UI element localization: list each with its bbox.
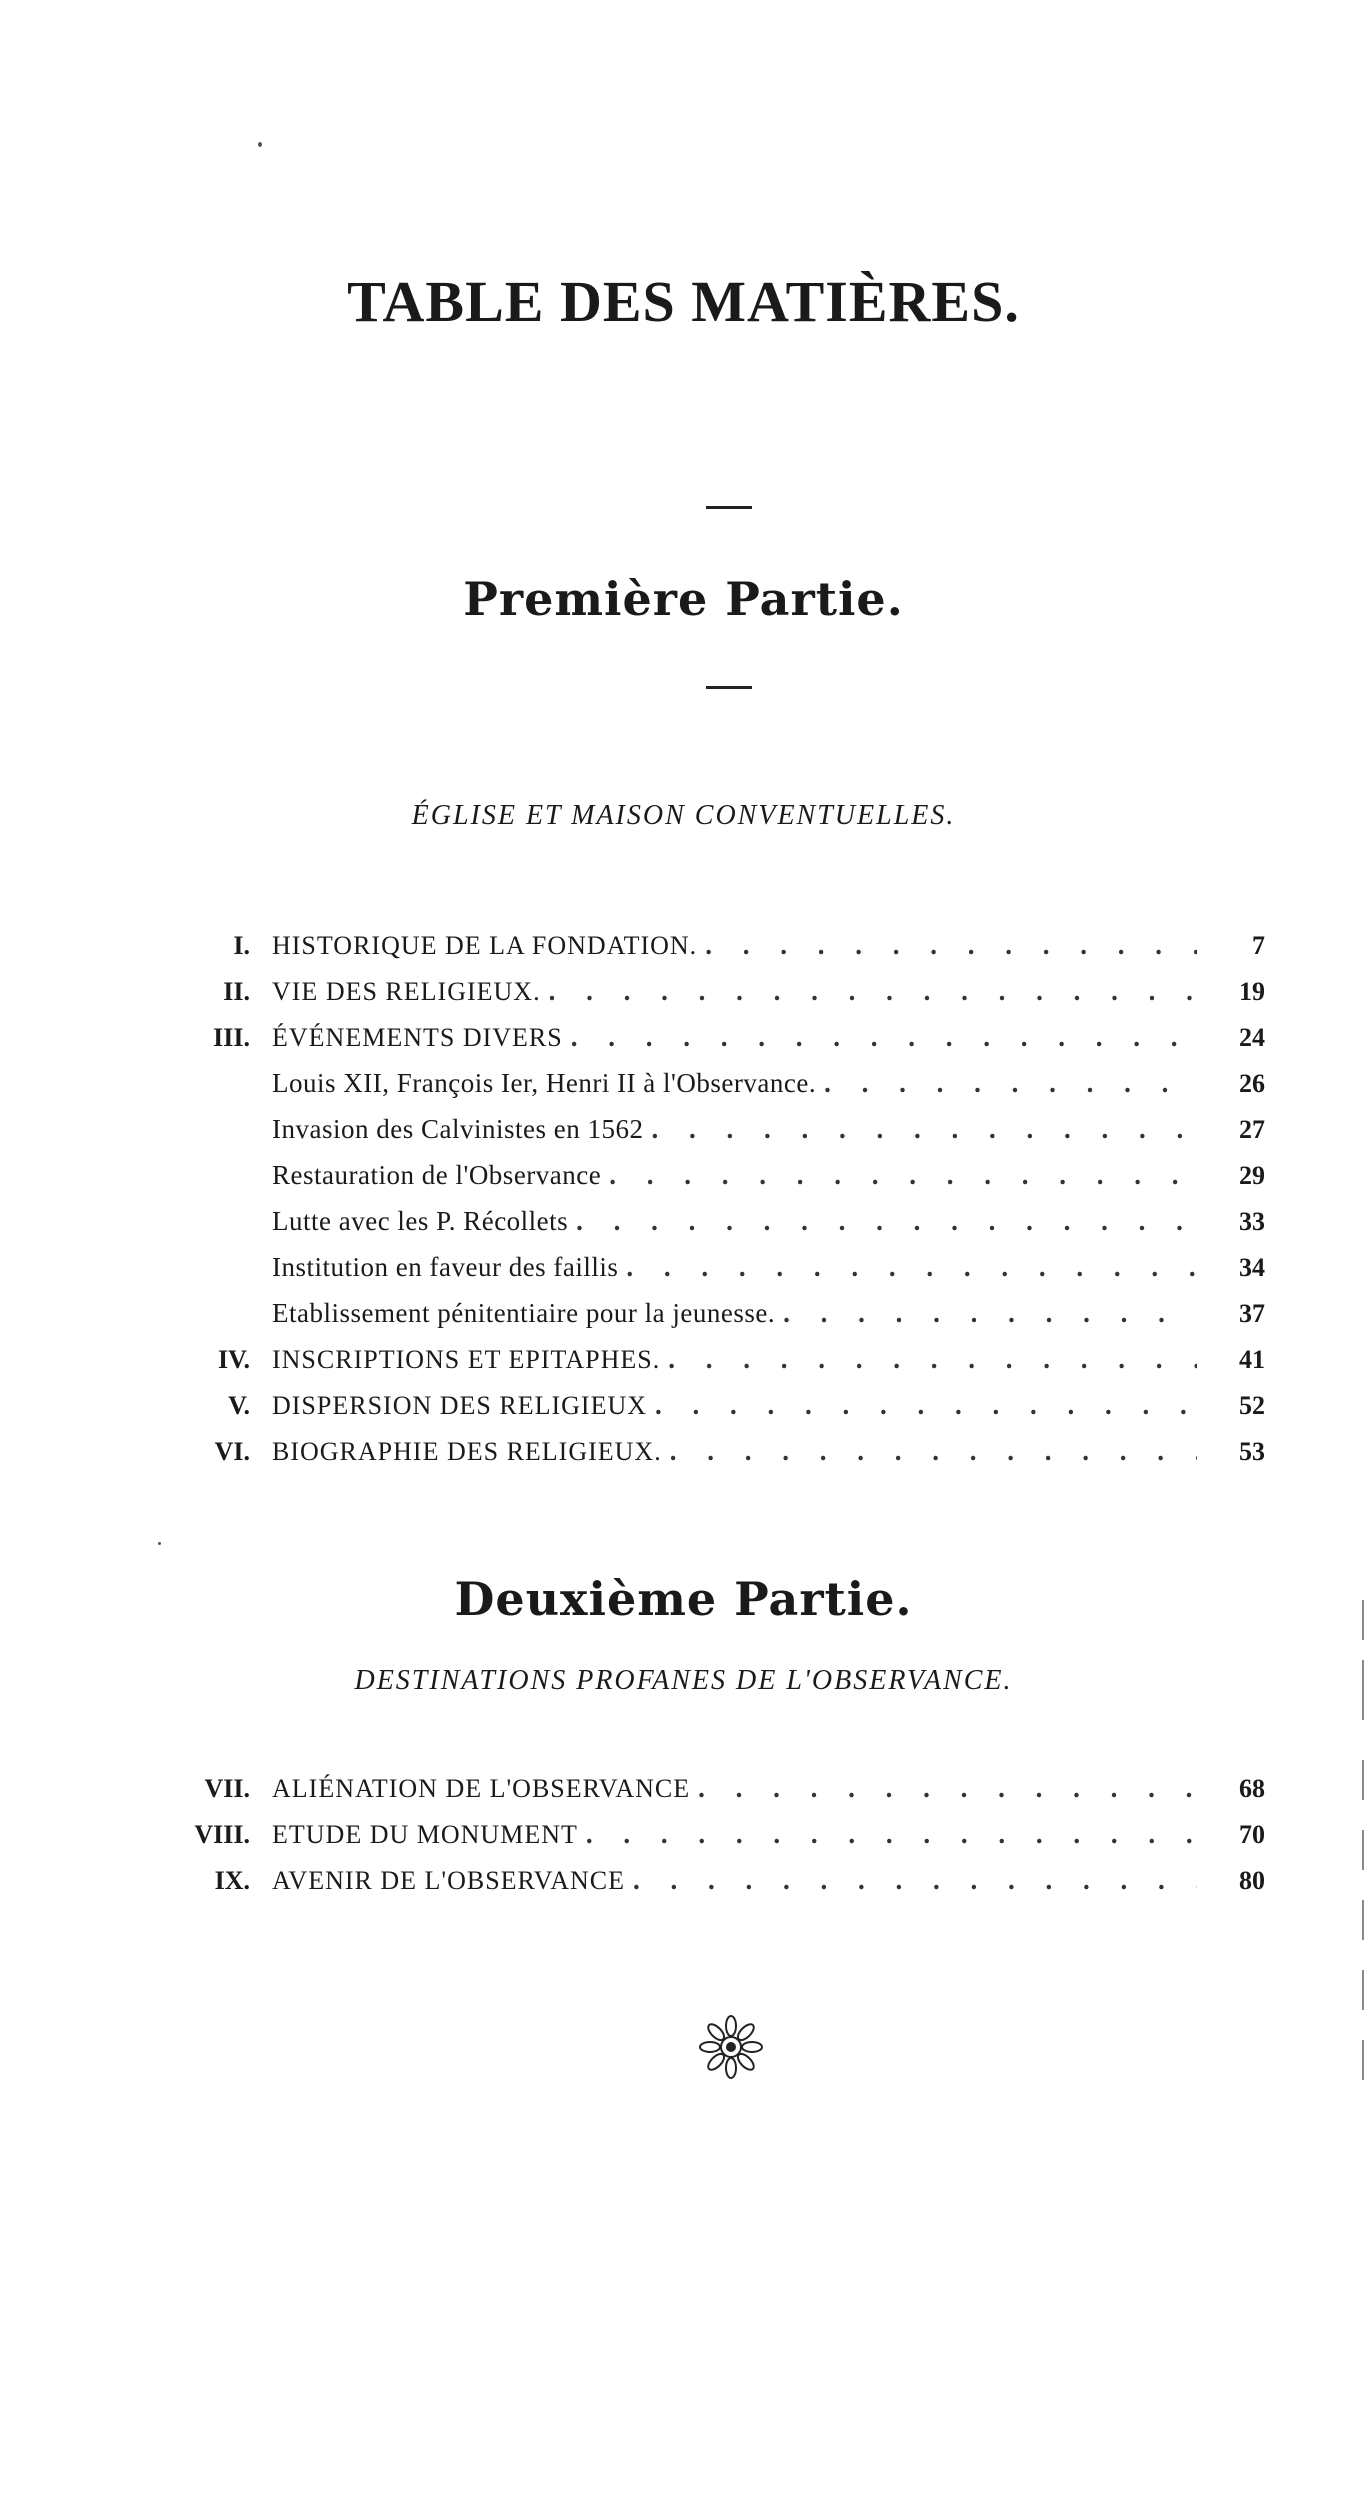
part-one-heading: Première Partie.: [463, 572, 904, 626]
part-one-subtitle: ÉGLISE ET MAISON CONVENTUELLES.: [411, 800, 956, 831]
toc-entry-page: 80: [1239, 1866, 1265, 1895]
toc-entry-title: INSCRIPTIONS ET EPITAPHES.: [272, 1345, 661, 1374]
toc-entry-number: VIII.: [194, 1820, 250, 1849]
toc-dot-leader: [626, 1252, 1197, 1283]
toc-entry: [180, 1206, 1265, 1252]
toc-entry-page: 19: [1239, 977, 1265, 1006]
page-title: TABLE DES MATIÈRES.: [347, 269, 1020, 334]
toc-entry-title: ALIÉNATION DE L'OBSERVANCE: [272, 1774, 691, 1803]
toc-entry-title: Etablissement pénitentiaire pour la jeunesse.: [272, 1298, 776, 1328]
page-edge-mark: [1362, 1830, 1364, 1870]
toc-entry: [180, 1865, 1265, 1911]
toc-dot-leader: [549, 976, 1197, 1007]
toc-dot-leader: [705, 930, 1197, 961]
toc-entry-title: Institution en faveur des faillis: [272, 1252, 619, 1282]
toc-dot-leader: [668, 1344, 1197, 1375]
toc-entry-title: DISPERSION DES RELIGIEUX: [272, 1391, 647, 1420]
divider-rule: [706, 686, 752, 689]
toc-entry-page: 68: [1239, 1774, 1265, 1803]
toc-entry-number: IV.: [217, 1345, 250, 1374]
toc-entry: [180, 1068, 1265, 1114]
toc-entry-title: ETUDE DU MONUMENT: [272, 1820, 578, 1849]
toc-entry-title: AVENIR DE L'OBSERVANCE: [272, 1866, 626, 1895]
toc-dot-leader: [824, 1068, 1197, 1099]
toc-entry-title: Louis XII, François Ier, Henri II à l'Observance.: [272, 1068, 817, 1098]
scan-speck: [158, 1542, 161, 1545]
toc-entry: [180, 1114, 1265, 1160]
toc-dot-leader: [698, 1773, 1197, 1804]
toc-entry: [180, 1022, 1265, 1068]
toc-entry-title: HISTORIQUE DE LA FONDATION.: [272, 931, 698, 960]
part-two-subtitle: DESTINATIONS PROFANES DE L'OBSERVANCE.: [354, 1665, 1013, 1696]
toc-entry-page: 70: [1239, 1820, 1265, 1849]
toc-entry-title: ÉVÉNEMENTS DIVERS: [272, 1023, 563, 1052]
toc-entry: [180, 1160, 1265, 1206]
toc-entry: [180, 1252, 1265, 1298]
page-edge-mark: [1362, 2040, 1364, 2080]
page-edge-mark: [1362, 1970, 1364, 2010]
toc-entry: [180, 1390, 1265, 1436]
toc-entry-number: IX.: [214, 1866, 250, 1895]
toc-entry-number: V.: [228, 1391, 250, 1420]
divider-rule: [706, 506, 752, 509]
toc-dot-leader: [576, 1206, 1197, 1237]
toc-entry-number: II.: [223, 977, 250, 1006]
toc-part-two: [180, 1773, 1265, 1911]
toc-entry-number: VII.: [204, 1774, 250, 1803]
toc-entry-page: 29: [1239, 1161, 1265, 1190]
toc-dot-leader: [655, 1390, 1197, 1421]
toc-entry: [180, 1298, 1265, 1344]
toc-dot-leader: [651, 1114, 1197, 1145]
toc-dot-leader: [609, 1160, 1197, 1191]
toc-entry: [180, 1344, 1265, 1390]
toc-dot-leader: [633, 1865, 1197, 1896]
toc-entry-page: 52: [1239, 1391, 1265, 1420]
toc-entry-page: 37: [1239, 1299, 1265, 1328]
toc-entry: [180, 1773, 1265, 1819]
toc-entry-page: 33: [1239, 1207, 1265, 1236]
toc-entry-title: Invasion des Calvinistes en 1562: [272, 1114, 644, 1144]
page-edge-mark: [1362, 1660, 1364, 1720]
toc-entry-page: 53: [1239, 1437, 1265, 1466]
toc-dot-leader: [586, 1819, 1197, 1850]
toc-entry-title: Restauration de l'Observance: [272, 1160, 602, 1190]
page-edge-mark: [1362, 1900, 1364, 1940]
toc-entry: [180, 1436, 1265, 1482]
toc-entry-title: BIOGRAPHIE DES RELIGIEUX.: [272, 1437, 662, 1466]
toc-entry-page: 27: [1239, 1115, 1265, 1144]
page-edge-mark: [1362, 1600, 1364, 1640]
toc-entry-page: 24: [1239, 1023, 1265, 1052]
page-edge-mark: [1362, 1760, 1364, 1800]
toc-entry-number: I.: [233, 931, 250, 960]
toc-entry-title: Lutte avec les P. Récollets: [272, 1206, 569, 1236]
toc-entry-page: 41: [1239, 1345, 1265, 1374]
toc-entry: [180, 930, 1265, 976]
toc-entry-page: 26: [1239, 1069, 1265, 1098]
toc-entry-number: III.: [213, 1023, 250, 1052]
toc-entry: [180, 976, 1265, 1022]
toc-entry-page: 7: [1252, 931, 1265, 960]
toc-dot-leader: [571, 1022, 1197, 1053]
toc-entry-page: 34: [1239, 1253, 1265, 1282]
scan-speck: [258, 142, 262, 147]
flower-ornament-icon: [696, 2012, 766, 2082]
toc-entry: [180, 1819, 1265, 1865]
part-two-heading: Deuxième Partie.: [454, 1572, 913, 1626]
toc-entry-title: VIE DES RELIGIEUX.: [272, 977, 541, 1006]
toc-dot-leader: [670, 1436, 1197, 1467]
toc-part-one: [180, 930, 1265, 1482]
toc-dot-leader: [783, 1298, 1197, 1329]
toc-entry-number: VI.: [214, 1437, 250, 1466]
